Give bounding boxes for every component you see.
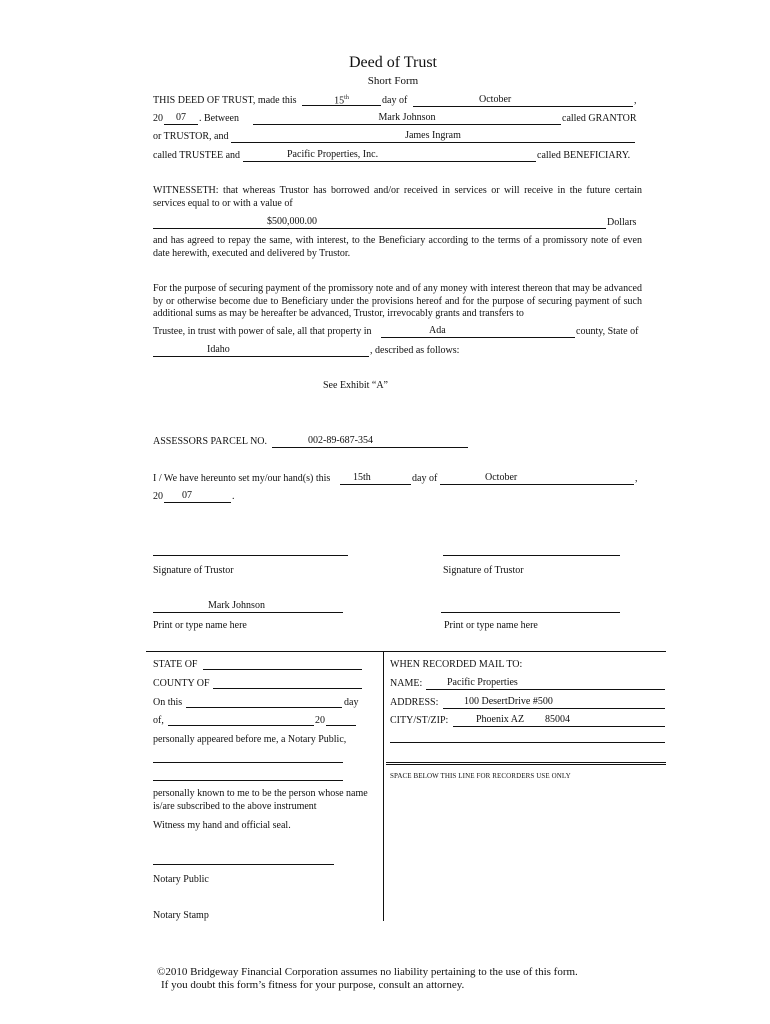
document-subtitle: Short Form	[367, 75, 419, 87]
hands-comma: ,	[635, 473, 638, 484]
hands-century: 20	[153, 491, 163, 502]
county-field[interactable]: Ada	[381, 324, 575, 338]
recording-name-field[interactable]: Pacific Properties	[426, 676, 665, 690]
recording-city-value: Phoenix AZ	[476, 714, 525, 725]
deed-day-field[interactable]	[302, 92, 381, 106]
county-of-field[interactable]	[213, 688, 362, 689]
purpose-paragraph: For the purpose of securing payment of the promissory note and of any money with interest thereon that may be advanced by or otherwise become due to Beneficiary under the provisions hereof and for the purpose of securing payment of such additional sums as may be hereafter be advanced, Trustor, irrevocably grants and transfers to	[153, 283, 642, 319]
deed-day-of-label: day of	[382, 95, 408, 106]
deed-made-label: THIS DEED OF TRUST, made this	[153, 95, 297, 106]
notary-section-divider	[383, 651, 384, 921]
notary-public-label: Notary Public	[153, 874, 209, 885]
signature-label-left: Signature of Trustor	[153, 565, 234, 576]
dollars-label: Dollars	[607, 217, 637, 228]
grantor-field[interactable]: Mark Johnson	[253, 111, 561, 125]
deed-comma: ,	[634, 95, 637, 106]
print-label-left: Print or type name here	[153, 620, 247, 631]
notary-blank-line-2[interactable]	[153, 780, 343, 781]
amount-field[interactable]: $500,000.00	[153, 215, 606, 229]
of-field[interactable]	[168, 725, 314, 726]
recording-extra-line[interactable]	[390, 742, 665, 743]
recording-city-label: CITY/ST/ZIP:	[390, 715, 449, 726]
hands-day-of-label: day of	[412, 473, 438, 484]
print-name-field-right[interactable]	[441, 599, 620, 613]
recording-address-label: ADDRESS:	[390, 697, 439, 708]
footer-disclaimer-line1: ©2010 Bridgeway Financial Corporation assumes no liability pertaining to the use of this form.	[157, 966, 578, 978]
signature-line-left[interactable]	[153, 555, 348, 556]
footer-disclaimer-line2: If you doubt this form’s fitness for your purpose, consult an attorney.	[161, 979, 465, 991]
called-grantor-label: called GRANTOR	[562, 113, 637, 124]
on-this-field[interactable]	[186, 707, 342, 708]
trustor-and-label: or TRUSTOR, and	[153, 131, 229, 142]
deed-day-suffix: th	[344, 95, 349, 101]
notary-year-field[interactable]	[326, 725, 356, 726]
when-recorded-label: WHEN RECORDED MAIL TO:	[390, 659, 523, 670]
described-label: , described as follows:	[370, 345, 460, 356]
print-name-field-left[interactable]: Mark Johnson	[153, 599, 343, 613]
document-title: Deed of Trust	[348, 54, 437, 71]
recording-city-field[interactable]	[453, 713, 665, 727]
on-this-label: On this	[153, 697, 183, 708]
parcel-number-field[interactable]: 002-89-687-354	[272, 434, 468, 448]
print-label-right: Print or type name here	[444, 620, 538, 631]
witness-text: Witness my hand and official seal.	[153, 820, 291, 831]
notary-section-top-border	[146, 651, 666, 652]
county-of-label: COUNTY OF	[153, 678, 210, 689]
state-field[interactable]: Idaho	[153, 343, 369, 357]
trustee-power-label: Trustee, in trust with power of sale, all that property in	[153, 326, 372, 337]
hands-label: I / We have hereunto set my/our hand(s) this	[153, 473, 331, 484]
state-of-label: STATE OF	[153, 659, 198, 670]
trustee-field[interactable]: James Ingram	[231, 129, 635, 143]
repay-paragraph: and has agreed to repay the same, with interest, to the Beneficiary according to the terms of a promissory note of even date herewith, executed and delivered by Trustor.	[153, 235, 642, 259]
hands-period: .	[232, 491, 235, 502]
twenty-label: 20	[315, 715, 325, 726]
hands-day-field[interactable]: 15th	[340, 471, 411, 485]
day-label: day	[344, 697, 359, 708]
notary-stamp-label: Notary Stamp	[153, 910, 209, 921]
of-label: of,	[153, 715, 164, 726]
signature-line-right[interactable]	[443, 555, 620, 556]
recording-address-field[interactable]: 100 DesertDrive #500	[443, 695, 665, 709]
county-state-label: county, State of	[576, 326, 639, 337]
called-trustee-label: called TRUSTEE and	[153, 150, 241, 161]
signature-label-right: Signature of Trustor	[443, 565, 524, 576]
state-of-field[interactable]	[203, 669, 362, 670]
appeared-text: personally appeared before me, a Notary Public,	[153, 734, 347, 745]
deed-month-field[interactable]: October	[413, 93, 633, 107]
recorders-divider	[386, 762, 666, 765]
beneficiary-field[interactable]: Pacific Properties, Inc.	[243, 148, 536, 162]
recording-zip-value: 85004	[545, 714, 570, 725]
hands-month-field[interactable]: October	[440, 471, 634, 485]
deed-year-field[interactable]: 07	[164, 111, 198, 125]
hands-year-field[interactable]: 07	[164, 489, 231, 503]
witnesseth-paragraph: WITNESSETH: that whereas Trustor has borrowed and/or received in services or will receive in the future certain services equal to or with a value of	[153, 185, 642, 209]
recording-name-label: NAME:	[390, 678, 423, 689]
exhibit-reference: See Exhibit “A”	[323, 380, 388, 391]
notary-signature-line[interactable]	[153, 864, 334, 865]
parcel-label: ASSESSORS PARCEL NO.	[153, 436, 268, 447]
notary-blank-line-1[interactable]	[153, 762, 343, 763]
recorders-use-note: SPACE BELOW THIS LINE FOR RECORDERS USE ONLY	[390, 772, 571, 780]
deed-day-value: 15	[334, 95, 345, 107]
between-label: . Between	[199, 113, 239, 124]
known-text: personally known to me to be the person whose name is/are subscribed to the above instrument	[153, 788, 368, 812]
deed-century: 20	[153, 113, 163, 124]
called-beneficiary-label: called BENEFICIARY.	[537, 150, 631, 161]
